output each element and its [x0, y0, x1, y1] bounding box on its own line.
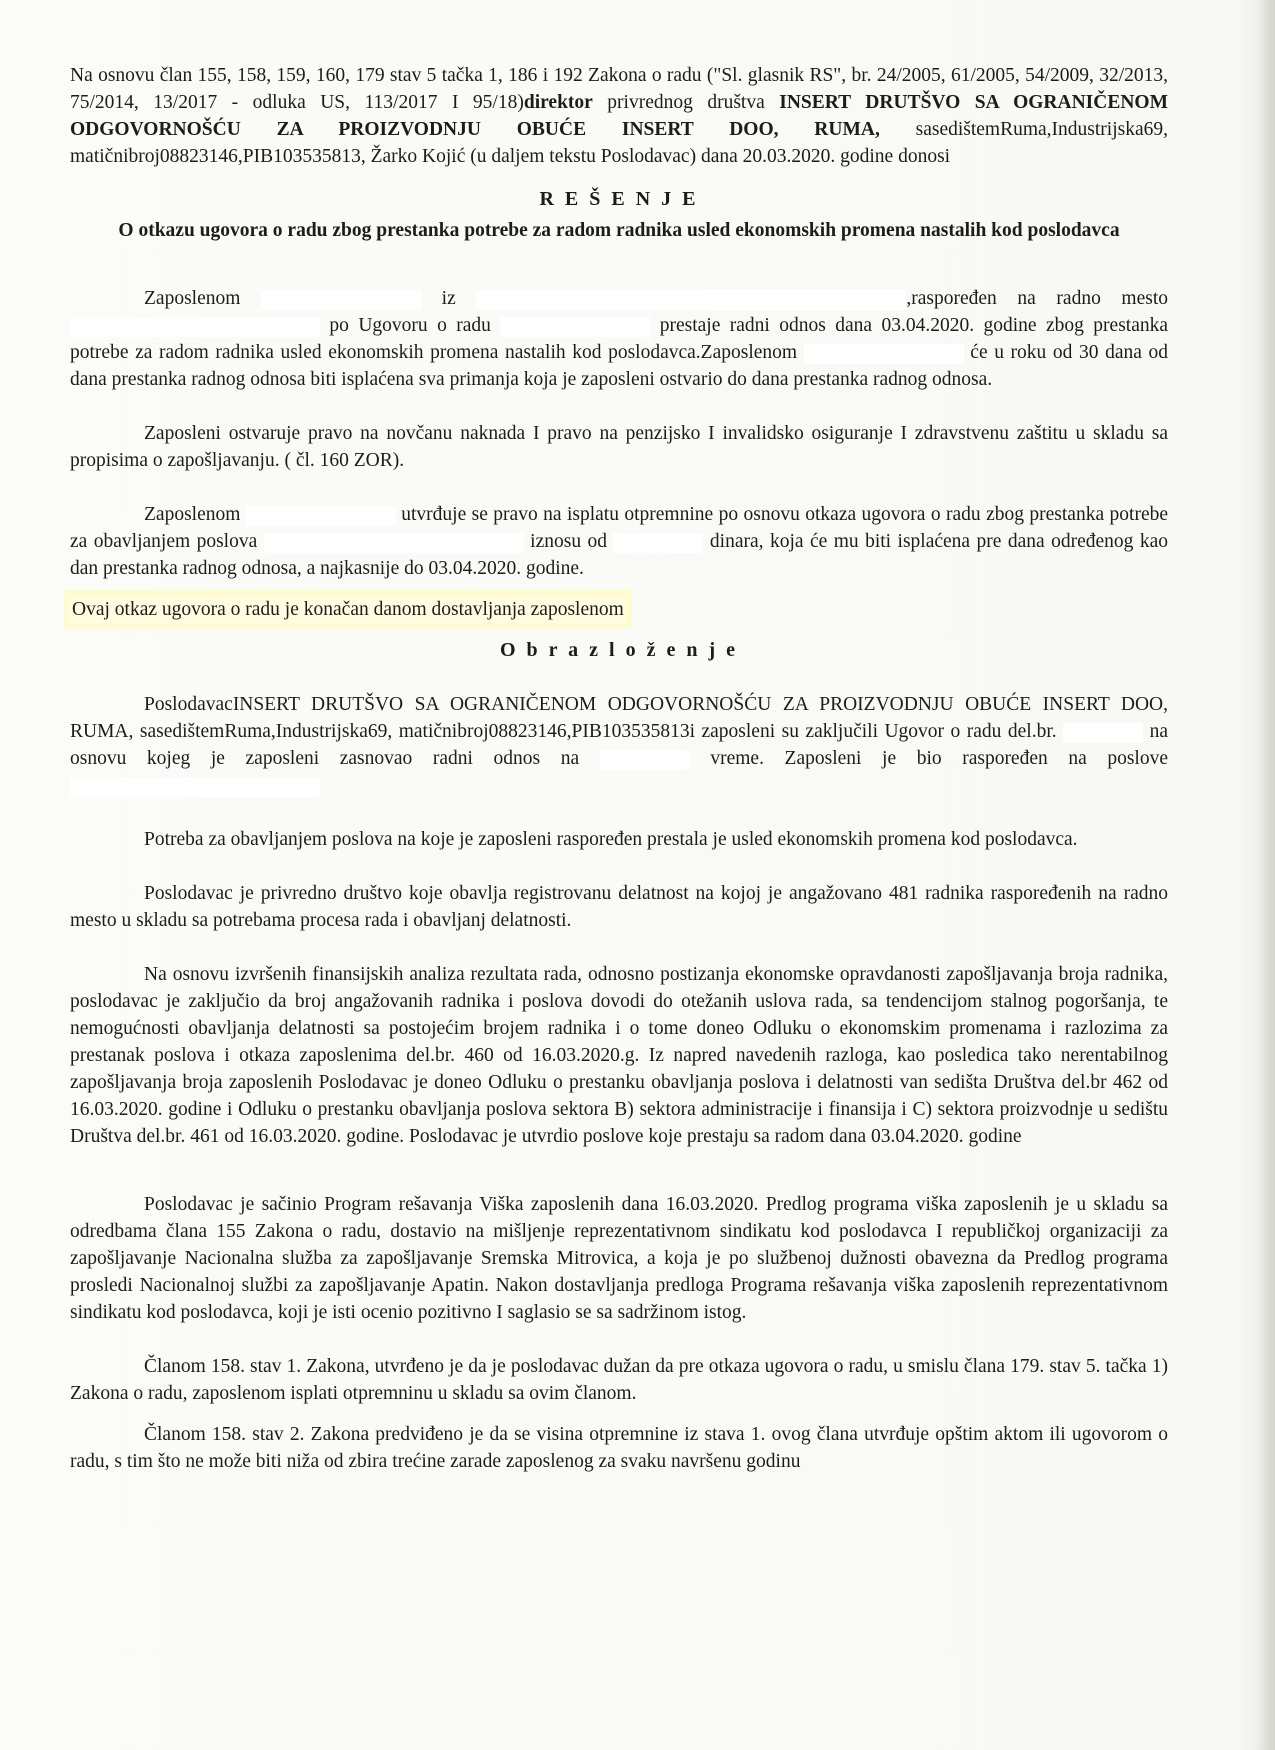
company-name: INSERT DRUTŠVO SA OGRANIČENOM ODGOVORNOŠĆU ZA PROIZVODNJU OBUĆE INSERT DOO, RUMA, — [70, 92, 1169, 140]
preamble — [70, 62, 1168, 170]
redacted-contract-number — [1063, 723, 1143, 743]
document-title: R E Š E N J E — [539, 188, 699, 210]
redacted-term — [600, 750, 690, 770]
preamble-text-2: privrednog društva — [592, 92, 780, 113]
redacted-contract-number — [500, 317, 650, 337]
paragraph-article-158-1: Članom 158. stav 1. Zakona, utvrđeno je da je poslodavac dužan da pre otkaza ugovora o radu, u smislu člana 179. stav 5. tačka 1) Zakona o radu, zaposlenom isplati otpremninu u skladu sa ovim članom. — [70, 1356, 1168, 1404]
redacted-position — [70, 777, 320, 797]
document-subtitle: O otkazu ugovora o radu zbog prestanka potrebe za radom radnika usled ekonomskih promena nastalih kod poslodavca — [118, 220, 1120, 241]
redacted-position — [264, 533, 524, 553]
redacted-position — [70, 317, 320, 337]
paragraph-company-info: Poslodavac je privredno društvo koje obavlja registrovanu delatnost na kojoj je angažovano 481 radnika raspoređenih na radno mesto u skladu sa potrebama procesa rada i obavljanj delatnosti. — [70, 883, 1168, 931]
page-edge-shadow — [1257, 0, 1275, 1750]
section-heading-rationale: O b r a z l o ž e n j e — [499, 639, 739, 661]
redacted-name — [804, 344, 964, 364]
redacted-amount — [613, 533, 703, 553]
redacted-address — [476, 290, 906, 310]
paragraph-program: Poslodavac je sačinio Program rešavanja Viška zaposlenih dana 16.03.2020. Predlog programa viška zaposlenih je u skladu sa odredbama člana 155 Zakona o radu, dostavio na mišljenje reprezentativnom sindikatu kod poslodavca I republičkoj organizaciji za zapošljavanje Nacionalna služba za zapošljavanje Sremska Mitrovica, a koja je po službenoj dužnosti obavezna da Predlog programa prosledi Nacionalnoj službi za zapošljavanje Apatin. Nakon dostavljanja predloga Programa rešavanja viška zaposlenih reprezentativnom sindikatu kod poslodavca, koji je isti ocenio pozitivno I saglasio se sa sadržinom istog. — [70, 1194, 1168, 1323]
redacted-name — [246, 506, 396, 526]
paragraph-rights: Zaposleni ostvaruje pravo na novčanu naknada I pravo na penzijsko I invalidsko osiguranje I zdravstvenu zaštitu u skladu sa propisima o zapošljavanju. ( čl. 160 ZOR). — [70, 423, 1168, 471]
preamble-director: direktor — [523, 92, 593, 113]
paragraph-severance: Zaposlenom utvrđuje se pravo na isplatu otpremnine po osnovu otkaza ugovora o radu zbog prestanka potrebe za obavljanjem poslova iznosu od dinara, koja će mu biti isplaćena pre dana određenog kao dan prestanka radnog odnosa, a najkasnije do 03.04.2020. godine. — [70, 504, 1169, 579]
paragraph-final: Ovaj otkaz ugovora o radu je konačan danom dostavljanja zaposlenom — [70, 596, 1168, 623]
paragraph-article-158-2: Članom 158. stav 2. Zakona predviđeno je da se visina otpremnine iz stava 1. ovog člana utvrđuje opštim aktom ili ugovorom o radu, s tim što ne može biti niža od zbira trećine zarade zaposlenog za svaku navršenu godinu — [70, 1424, 1168, 1472]
paragraph-analysis: Na osnovu izvršenih finansijskih analiza rezultata rada, odnosno postizanja ekonomske opravdanosti zapošljavanja broja radnika, poslodavac je zaključio da broj angažovanih radnika i poslova dovodi do otežanih uslova rada, sa tendencijom stalnog pogoršanja, te nemogućnosti obavljanja delatnosti sa postojećim brojem radnika i o tome doneo Odluku o ekonomskim promenama i razlozima za prestanak poslova i otkaza zaposlenima del.br. 460 od 16.03.2020.g. Iz napred navedenih razloga, kao posledica tako nerentabilnog zapošljavanja broja zaposlenih Poslodavac je doneo Odluku o prestanku obavljanja poslova i delatnosti van sedišta Društva del.br 462 od 16.03.2020. godine i Odluku o prestanku obavljanja poslova sektora B) sektora administracije i finansija i C) sektora proizvodnje u sedištu Društva del.br. 461 od 16.03.2020. godine. Poslodavac je utvrdio poslove koje prestaju sa radom dana 03.04.2020. godine — [70, 964, 1168, 1147]
preamble-text-3: sasedištemRuma,Industrijska69, matičnibroj08823146,PIB103535813, Žarko Kojić (u daljem tekstu Poslodavac) dana 20.03.2020. godine donosi — [70, 119, 1168, 167]
paragraph-contract: PoslodavacINSERT DRUTŠVO SA OGRANIČENOM ODGOVORNOŠĆU ZA PROIZVODNJU OBUĆE INSERT DOO, RUMA, sasedištemRuma,Industrijska69, matičnibroj08823146,PIB103535813i zaposleni su zaključili Ugovor o radu del.br. na osnovu kojeg je zaposleni zasnovao radni odnos na vreme. Zaposleni je bio raspoređen na poslove — [70, 691, 1168, 799]
paragraph-economic-reasons: Potreba za obavljanjem poslova na koje je zaposleni raspoređen prestala je usled ekonomskih promena kod poslodavca. — [144, 829, 1078, 850]
paragraph-termination: Zaposlenom iz ,raspoređen na radno mesto po Ugovoru o radu prestaje radni odnos dana 03.04.2020. godine zbog prestanka potrebe za radom radnika usled ekonomskih promena nastalih kod poslodavca.Zaposlenom će u roku od 30 dana od dana prestanka radnog odnosa biti isplaćena sva primanja koja je zaposleni ostvario do dana prestanka radnog odnosa. — [70, 288, 1169, 390]
preamble-text: Na osnovu član 155, 158, 159, 160, 179 stav 5 tačka 1, 186 i 192 Zakona o radu ("Sl. glasnik RS", br. 24/2005, 61/2005, 54/2009, 32/2013, 75/2014, 13/2017 - odluka US, 113/2017 I 95/18) — [70, 65, 1168, 113]
redacted-name — [261, 290, 421, 310]
